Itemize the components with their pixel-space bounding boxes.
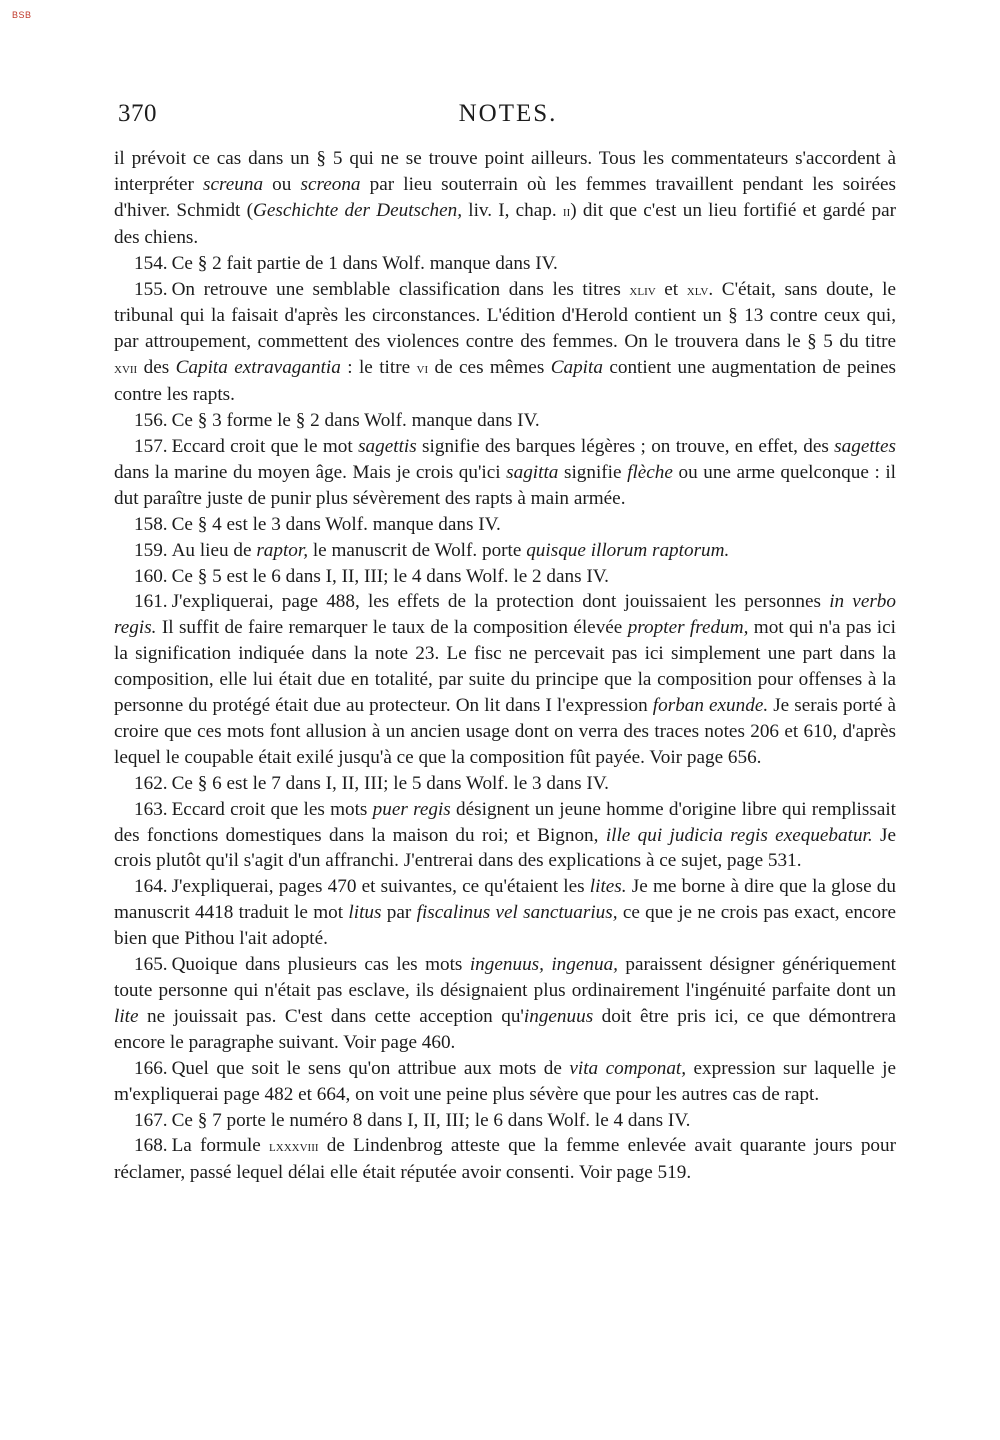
text-run: paraissent désigner génériquement toute personne qui n'était pas esclave, ils désignaient plus ordinairement l'ingénuité parfaite dont un: [114, 954, 896, 1001]
italic-text: in verbo regis.: [114, 591, 896, 639]
text-run: ne jouissait pas. C'est dans cette acception qu': [138, 1005, 524, 1027]
page-number: 370: [118, 100, 157, 127]
text-run: Ce § 7 porte le numéro 8 dans I, II, III; le 6 dans Wolf. le 4 dans IV.: [171, 1109, 691, 1131]
text-run: expression sur laquelle je m'expliquerai page 482 et 664, on voit une peine plus sévère que pour les autres cas de rapt.: [114, 1057, 896, 1105]
italic-text: sagettes: [834, 435, 896, 457]
text-run: Je me borne à dire que la glose du manuscrit 4418 traduit le mot: [114, 876, 896, 924]
note-number: 162.: [134, 772, 168, 794]
note-paragraph: [114, 797, 896, 875]
library-stamp: BSB: [12, 10, 32, 20]
note-number: 156.: [134, 410, 168, 432]
notes-list: [114, 251, 896, 1187]
note-number: 158.: [134, 513, 168, 535]
text-run: Au lieu de: [171, 539, 257, 561]
italic-text: fiscalinus vel sanctuarius,: [416, 902, 618, 924]
text-run: le manuscrit de Wolf. porte: [308, 539, 527, 561]
text-run: Eccard croit que le mot: [171, 435, 359, 457]
note-paragraph: [114, 1056, 896, 1108]
text-run: de Lindenbrog atteste que la femme enlevée avait quarante jours pour réclamer, passé lequel délai elle était réputée avoir consenti. Voir page 519.: [114, 1135, 896, 1184]
note-paragraph: [114, 434, 896, 512]
text-run: contient une augmentation de peines contre les rapts.: [114, 357, 897, 406]
small-caps-text: vi: [416, 360, 429, 378]
italic-text: vita componat,: [569, 1057, 687, 1079]
text-run: dans la marine du moyen âge. Mais je crois qu'ici: [114, 461, 507, 483]
note-number: 167.: [134, 1109, 168, 1131]
italic-text: screuna: [203, 173, 264, 195]
italic-text: screona: [300, 173, 361, 195]
note-number: 168.: [134, 1135, 168, 1157]
small-caps-text: xliv: [629, 281, 656, 299]
italic-text: lite: [114, 1005, 139, 1027]
text-run: On retrouve une semblable classification dans les titres: [171, 278, 630, 300]
text-run: Ce § 4 est le 3 dans Wolf. manque dans IV.: [171, 513, 501, 535]
text-run: mot qui n'a pas ici la signification indiquée dans la note 23. Le fisc ne percevait pas ici simplement une part dans la composition, elle lui était due en totalité, par suite du principe que la composition pour offenses à la personne du protégé était due au protecteur. On lit dans I l'expression: [114, 617, 896, 717]
note-paragraph: [114, 771, 896, 797]
note-paragraph: [114, 1133, 896, 1186]
note-paragraph: [114, 251, 896, 277]
note-paragraph: [114, 952, 896, 1056]
note-number: 160.: [134, 565, 168, 587]
italic-text: propter fredum,: [627, 617, 749, 639]
note-number: 163.: [134, 798, 168, 820]
text-run: Eccard croit que les mots: [171, 798, 373, 820]
text-run: doit être pris ici, ce que démontrera encore le paragraphe suivant. Voir page 460.: [114, 1005, 896, 1053]
italic-text: litus: [348, 902, 382, 924]
text-run: Quel que soit le sens qu'on attribue aux mots de: [171, 1057, 570, 1079]
text-run: ) dit que c'est un lieu fortifié et gardé par des chiens.: [114, 199, 896, 248]
text-run: par: [381, 902, 417, 924]
note-paragraph: [114, 512, 896, 538]
text-run: Je serais porté à croire que ces mots font allusion à un ancien usage dont on verra des traces notes 206 et 610, d'après lequel le coupable était exilé jusqu'à ce que la composition fût payée. Voir page 656.: [114, 695, 896, 768]
italic-text: quisque illorum raptorum.: [526, 539, 730, 561]
italic-text: ille qui judicia regis exequebatur.: [605, 824, 873, 846]
text-run: ce que je ne crois pas exact, encore bien que Pithou l'ait adopté.: [114, 902, 897, 950]
small-caps-text: lxxxviii: [269, 1138, 319, 1156]
note-paragraph: [114, 564, 896, 590]
note-number: 164.: [134, 876, 168, 898]
italic-text: raptor,: [256, 539, 309, 561]
italic-text: lites.: [589, 876, 627, 898]
text-run: Ce § 3 forme le § 2 dans Wolf. manque dans IV.: [171, 410, 540, 432]
note-paragraph: [114, 1108, 896, 1134]
note-paragraph: [114, 277, 896, 409]
running-title: NOTES.: [458, 100, 558, 127]
text-run: désignent un jeune homme d'origine libre qui remplissait des fonctions domestiques dans la maison du roi; et Bignon,: [114, 798, 896, 846]
text-run: Ce § 6 est le 7 dans I, II, III; le 5 dans Wolf. le 3 dans IV.: [171, 772, 609, 794]
note-number: 161.: [134, 591, 168, 613]
italic-text: Capita extravagantia: [175, 357, 341, 379]
text-run: signifie des barques légères ; on trouve, en effet, des: [416, 435, 835, 457]
text-run: par lieu souterrain où les femmes travaillent pendant les soirées d'hiver. Schmidt (: [114, 173, 896, 221]
text-run: de ces mêmes: [428, 357, 551, 379]
small-caps-text: ii: [562, 202, 571, 220]
text-run: ou une arme quelconque : il dut paraître juste de punir plus sévèrement des rapts à main armée.: [114, 461, 897, 509]
note-paragraph: [114, 538, 896, 564]
text-run: des: [137, 357, 176, 379]
italic-text: Capita: [550, 357, 603, 379]
italic-text: sagettis: [358, 435, 417, 457]
italic-text: flèche: [627, 461, 673, 483]
text-run: : le titre: [340, 357, 417, 379]
text-run: il prévoit ce cas dans un § 5 qui ne se trouve point ailleurs. Tous les commentateurs s'accordent à interpréter: [114, 148, 896, 195]
notes-body: [114, 146, 896, 1186]
italic-text: ingenuus, ingenua,: [469, 954, 618, 976]
note-number: 154.: [134, 252, 168, 274]
note-number: 165.: [134, 954, 168, 976]
italic-text: forban exunde.: [652, 695, 769, 717]
note-number: 157.: [134, 435, 168, 457]
small-caps-text: xvii: [114, 360, 138, 378]
text-run: liv. I, chap.: [462, 199, 563, 221]
text-run: et: [655, 278, 687, 300]
text-run: . C'était, sans doute, le tribunal qui la faisait d'après les circonstances. L'édition d'Herold contient un § 13 contre ceux qui, par attroupement, commettent des violences contre des femmes. On le trouvera dans le § 5 du titre: [114, 278, 896, 353]
text-run: Quoique dans plusieurs cas les mots: [171, 954, 470, 976]
italic-text: Geschichte der Deutschen,: [253, 199, 463, 221]
text-run: J'expliquerai, pages 470 et suivantes, ce qu'étaient les: [171, 876, 590, 898]
italic-text: ingenuus: [523, 1005, 594, 1027]
text-run: Je crois plutôt qu'il s'agit d'un affranchi. J'entrerai dans des explications à ce sujet, page 531.: [114, 824, 897, 872]
note-number: 166.: [134, 1057, 168, 1079]
note-paragraph: [114, 408, 896, 434]
note-paragraph: [114, 589, 896, 770]
note-paragraph: [114, 874, 896, 952]
small-caps-text: xlv: [686, 281, 709, 299]
text-run: Ce § 5 est le 6 dans I, II, III; le 4 dans Wolf. le 2 dans IV.: [171, 565, 609, 587]
note-number: 159.: [134, 539, 168, 561]
text-run: J'expliquerai, page 488, les effets de la protection dont jouissaient les personnes: [171, 591, 830, 613]
note-number: 155.: [134, 278, 168, 300]
italic-text: puer regis: [372, 798, 451, 820]
text-run: ou: [263, 173, 301, 195]
text-run: signifie: [558, 461, 628, 483]
text-run: La formule: [171, 1135, 270, 1157]
text-run: Il suffit de faire remarquer le taux de la composition élevée: [156, 617, 628, 639]
text-run: Ce § 2 fait partie de 1 dans Wolf. manque dans IV.: [171, 252, 558, 274]
page-header: [118, 100, 898, 140]
italic-text: sagitta: [506, 461, 559, 483]
continuation-paragraph: [114, 146, 896, 251]
